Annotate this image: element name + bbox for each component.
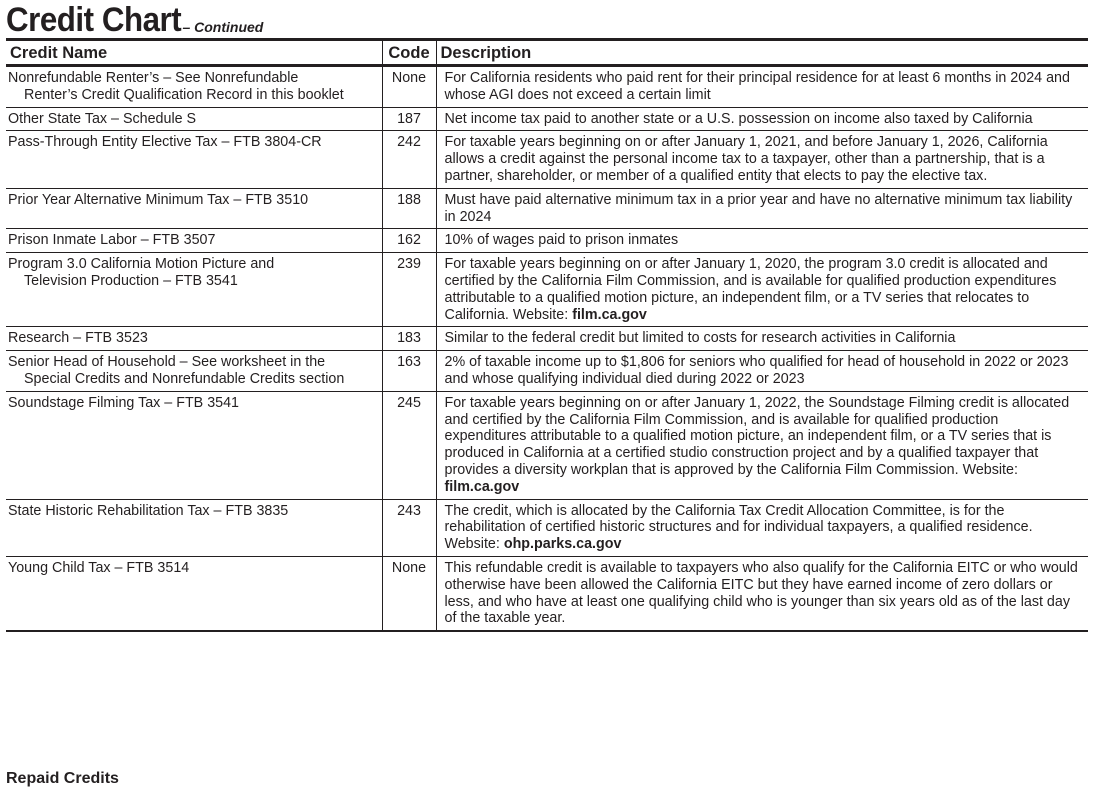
credit-name-cell (6, 391, 382, 499)
table-row (6, 107, 1088, 131)
credit-name-cell (6, 107, 382, 131)
credit-name: Program 3.0 California Motion Picture and (8, 256, 275, 273)
credit-code: 163 (382, 351, 436, 392)
credit-code: 187 (382, 107, 436, 131)
table-row (6, 391, 1088, 499)
credit-name: Young Child Tax – FTB 3514 (8, 559, 190, 576)
credit-name-cell (6, 66, 382, 108)
credit-description-cell (436, 229, 1088, 253)
table-header-row (6, 40, 1088, 66)
credit-code: 162 (382, 229, 436, 253)
credit-name-cell (6, 351, 382, 392)
credit-description-cell (436, 253, 1088, 327)
title-continued: – Continued (182, 19, 264, 35)
credit-name-continued: Special Credits and Nonrefundable Credits section (24, 370, 345, 387)
credit-code: 242 (382, 131, 436, 188)
credit-name: Senior Head of Household – See worksheet in the (8, 354, 326, 371)
credit-description-cell (436, 351, 1088, 392)
table-row (6, 499, 1088, 556)
credit-description: For taxable years beginning on or after January 1, 2021, and before January 1, 2026, California allows a credit against the personal income tax to a taxpayer, other than a partnership, that is a partner, shareholder, or member of a qualified entity that elects to pay the elective tax. (444, 134, 1048, 184)
credit-name: Pass-Through Entity Elective Tax – FTB 3804-CR (8, 134, 322, 151)
website-link[interactable]: film.ca.gov (444, 478, 520, 495)
credit-chart-table (6, 38, 1088, 632)
website-label: Website: (508, 306, 573, 323)
table-row (6, 188, 1088, 229)
credit-description-cell (436, 188, 1088, 229)
credit-code: 239 (382, 253, 436, 327)
credit-code: 188 (382, 188, 436, 229)
credit-code: 245 (382, 391, 436, 499)
column-header-description: Description (436, 40, 1088, 66)
website-link[interactable]: film.ca.gov (572, 306, 647, 323)
credit-name-cell (6, 229, 382, 253)
credit-description: Similar to the federal credit but limited to costs for research activities in California (444, 330, 956, 347)
credit-code: None (382, 556, 436, 631)
credit-description: 10% of wages paid to prison inmates (444, 232, 679, 249)
credit-code: 243 (382, 499, 436, 556)
credit-name: Soundstage Filming Tax – FTB 3541 (8, 394, 239, 411)
table-body (6, 66, 1088, 632)
credit-code: None (382, 66, 436, 108)
credit-description: The credit, which is allocated by the California Tax Credit Allocation Committee, is for the rehabilitation of certified historic structures and for individual taxpayers, a qualified residence. (444, 502, 1033, 536)
credit-name-cell (6, 131, 382, 188)
credit-name-cell (6, 188, 382, 229)
table-row (6, 229, 1088, 253)
website-label: Website: (444, 536, 504, 553)
credit-description: For taxable years beginning on or after January 1, 2020, the program 3.0 credit is allocated and certified by the California Film Commission, and is available for qualified production expenditures attributable to a qualified motion picture, an independent film, or a TV series that relocates to California. (444, 256, 1057, 323)
credit-description-cell (436, 499, 1088, 556)
table-row (6, 556, 1088, 631)
next-section-heading: Repaid Credits (6, 770, 119, 787)
credit-description: Must have paid alternative minimum tax in a prior year and have no alternative minimum tax liability in 2024 (444, 191, 1073, 225)
page-title (6, 0, 1088, 38)
credit-description-cell (436, 131, 1088, 188)
column-header-code: Code (382, 40, 436, 66)
credit-description-cell (436, 391, 1088, 499)
credit-name: Prison Inmate Labor – FTB 3507 (8, 232, 216, 249)
credit-name: Other State Tax – Schedule S (8, 110, 197, 127)
column-header-credit-name: Credit Name (10, 43, 108, 62)
credit-description-cell (436, 107, 1088, 131)
credit-name: State Historic Rehabilitation Tax – FTB 3835 (8, 502, 289, 519)
credit-name-cell (6, 499, 382, 556)
table-row (6, 253, 1088, 327)
table-row (6, 351, 1088, 392)
credit-name-cell (6, 253, 382, 327)
credit-name-cell (6, 556, 382, 631)
website-link[interactable]: ohp.parks.ca.gov (503, 536, 622, 553)
credit-name: Prior Year Alternative Minimum Tax – FTB 3510 (8, 191, 309, 208)
credit-name-continued: Renter’s Credit Qualification Record in this booklet (24, 86, 344, 103)
credit-description: For taxable years beginning on or after January 1, 2022, the Soundstage Filming credit is allocated and certified by the California Film Commission, and is available for qualified production expenditures attributable to a qualified motion picture, an independent film, or a TV series that is produced in California at a certified studio construction project and by a qualified taxpayer that provides a diversity workplan that is approved by the California Film Commission. (444, 394, 1070, 478)
credit-name-continued: Television Production – FTB 3541 (24, 272, 238, 289)
credit-chart-page (6, 0, 1088, 632)
table-row (6, 66, 1088, 108)
credit-description-cell (436, 66, 1088, 108)
credit-description: Net income tax paid to another state or a U.S. possession on income also taxed by California (444, 110, 1033, 127)
credit-description: For California residents who paid rent for their principal residence for at least 6 months in 2024 and whose AGI does not exceed a certain limit (444, 70, 1070, 103)
table-row (6, 327, 1088, 351)
title-main: Credit Chart (6, 1, 182, 39)
credit-description-cell (436, 327, 1088, 351)
credit-code: 183 (382, 327, 436, 351)
credit-name: Research – FTB 3523 (8, 330, 148, 347)
website-label: Website: (958, 461, 1018, 478)
table-row (6, 131, 1088, 188)
credit-description-cell (436, 556, 1088, 631)
credit-name-cell (6, 327, 382, 351)
credit-name: Nonrefundable Renter’s – See Nonrefundable (8, 70, 299, 86)
credit-description: This refundable credit is available to taxpayers who also qualify for the California EITC or who would otherwise have been allowed the California EITC but they have earned income of zero dollars or less, and who have at least one qualifying child who is younger than six years old as of the last day of the taxable year. (444, 559, 1078, 627)
credit-description: 2% of taxable income up to $1,806 for seniors who qualified for head of household in 2022 or 2023 and whose qualifying individual died during 2022 or 2023 (444, 354, 1069, 387)
